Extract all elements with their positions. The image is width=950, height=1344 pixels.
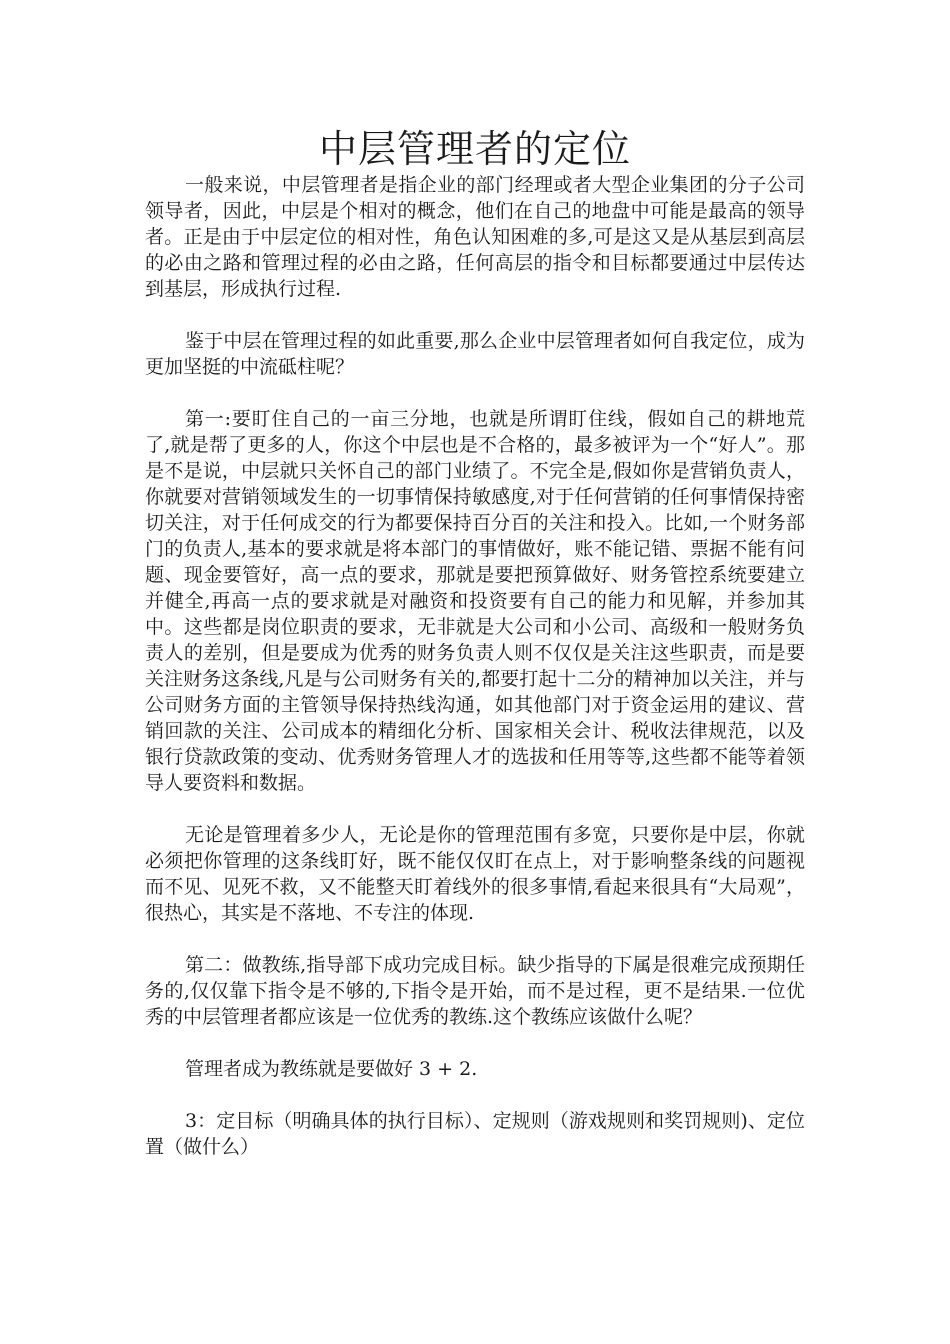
paragraph-line-focus: 无论是管理着多少人，无论是你的管理范围有多宽，只要你是中层，你就必须把你管理的这条线盯好，既不能仅仅盯在点上，对于影响整条线的问题视而不见、见死不救，又不能整天盯着线外的很多事情,看起来很具有“大局观”，很热心，其实是不落地、不专注的体现. xyxy=(145,824,805,924)
paragraph-three-items: 3：定目标（明确具体的执行目标）、定规则（游戏规则和奖罚规则)、定位置（做什么） xyxy=(145,1110,805,1158)
document-title: 中层管理者的定位 xyxy=(318,127,631,171)
paragraph-question: 鉴于中层在管理过程的如此重要,那么企业中层管理者如何自我定位，成为更加坚挺的中流砥柱呢？ xyxy=(145,330,805,378)
paragraph-point-one: 第一:要盯住自己的一亩三分地，也就是所谓盯住线，假如自己的耕地荒了,就是帮了更多的人，你这个中层也是不合格的，最多被评为一个“好人”。那是不是说，中层就只关怀自己的部门业绩了。不完全是,假如你是营销负责人，你就要对营销领域发生的一切事情保持敏感度,对于任何营销的任何事情保持密切关注，对于任何成交的行为都要保持百分百的关注和投入。比如,一个财务部门的负责人,基本的要求就是将本部门的事情做好，账不能记错、票据不能有问题、现金要管好，高一点的要求，那就是要把预算做好、财务管控系统要建立并健全,再高一点的要求就是对融资和投资要有自己的能力和见解，并参加其中。这些都是岗位职责的要求，无非就是大公司和小公司、高级和一般财务负责人的差别，但是要成为优秀的财务负责人则不仅仅是关注这些职责，而是要关注财务这条线,凡是与公司财务有关的,都要打起十二分的精神加以关注，并与公司财务方面的主管领导保持热线沟通，如其他部门对于资金运用的建议、营销回款的关注、公司成本的精细化分析、国家相关会计、税收法律规范，以及银行贷款政策的变动、优秀财务管理人才的选拔和任用等等,这些都不能等着领导人要资料和数据。 xyxy=(145,408,805,794)
paragraph-coach-formula: 管理者成为教练就是要做好 3 + 2. xyxy=(185,1058,478,1080)
document-body xyxy=(145,172,805,1186)
paragraph-point-two: 第二：做教练,指导部下成功完成目标。缺少指导的下属是很难完成预期任务的,仅仅靠下指令是不够的,下指令是开始，而不是过程，更不是结果.一位优秀的中层管理者都应该是一位优秀的教练.这个教练应该做什么呢？ xyxy=(145,954,805,1028)
paragraph-intro: 一般来说，中层管理者是指企业的部门经理或者大型企业集团的分子公司领导者，因此，中层是个相对的概念，他们在自己的地盘中可能是最高的领导者。正是由于中层定位的相对性，角色认知困难的多,可是这又是从基层到高层的必由之路和管理过程的必由之路，任何高层的指令和目标都要通过中层传达到基层，形成执行过程. xyxy=(145,174,805,300)
